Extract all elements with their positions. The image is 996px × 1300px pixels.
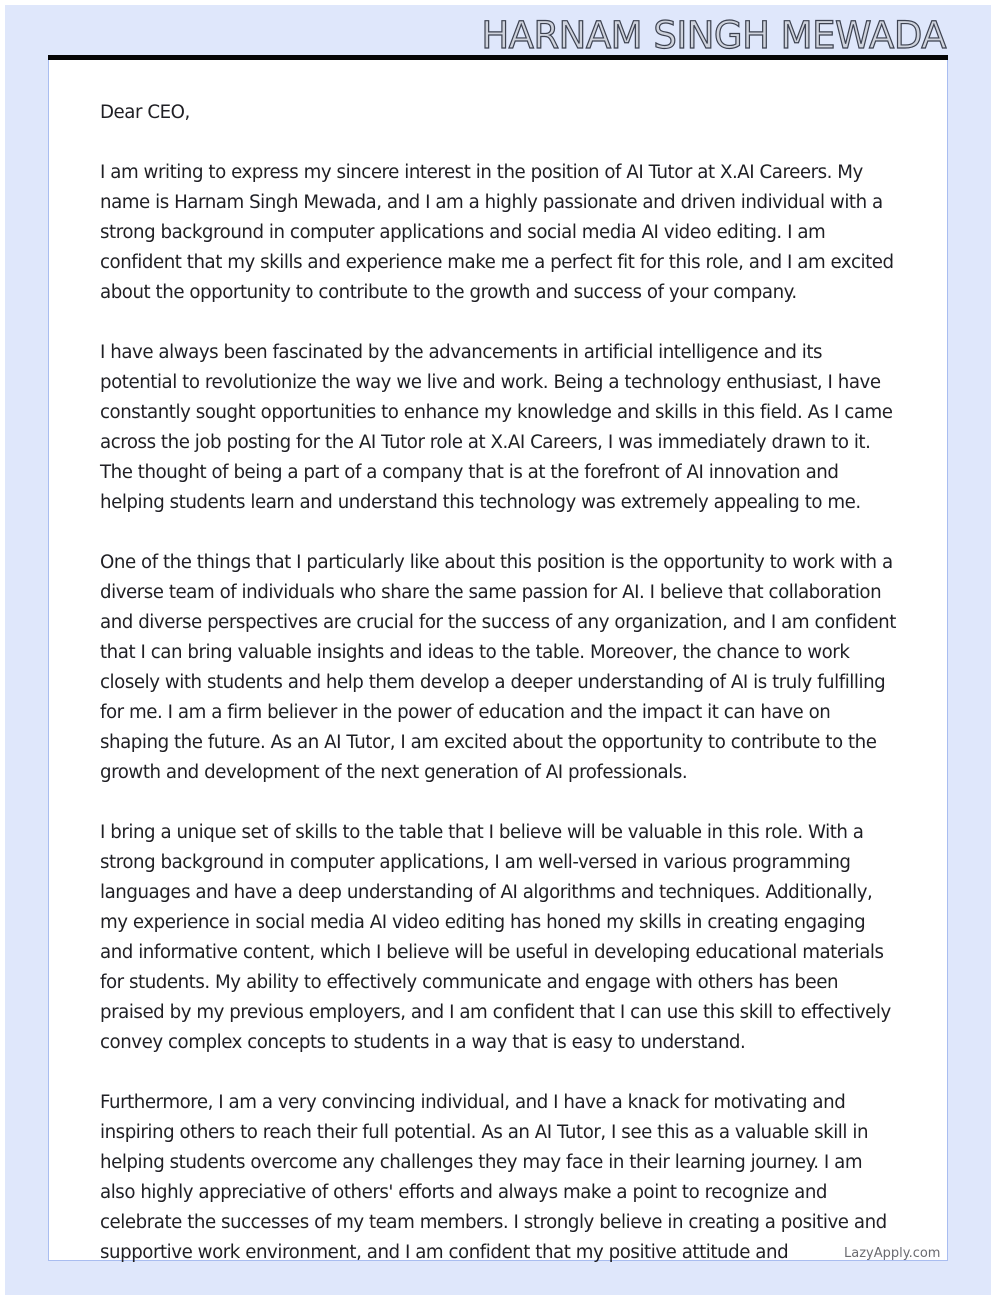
salutation: Dear CEO, (100, 102, 190, 123)
paragraph-2: I have always been fascinated by the advancements in artificial intelligence and its potential to revolutionize the way we live and work. Being a technology enthusiast, I have constantly sought opportunities to enhance my knowledge and skills in this field. As I came across the job posting for the AI Tutor role at X.AI Careers, I was immediately drawn to it. The thought of being a part of a company that is at the forefront of AI innovation and helping students learn and understand this technology was extremely appealing to me. (100, 342, 893, 513)
letter-body (100, 98, 900, 1298)
paragraph-3: One of the things that I particularly like about this position is the opportunity to work with a diverse team of individuals who share the same passion for AI. I believe that collaboration and diverse perspectives are crucial for the success of any organization, and I am confident that I can bring valuable insights and ideas to the table. Moreover, the chance to work closely with students and help them develop a deeper understanding of AI is truly fulfilling for me. I am a firm believer in the power of education and the impact it can have on shaping the future. As an AI Tutor, I am excited about the opportunity to contribute to the growth and development of the next generation of AI professionals. (100, 552, 896, 783)
paragraph-5: Furthermore, I am a very convincing individual, and I have a knack for motivating and inspiring others to reach their full potential. As an AI Tutor, I see this as a valuable skill in helping students overcome any challenges they may face in their learning journey. I am also highly appreciative of others' efforts and always make a point to recognize and celebrate the successes of my team members. I strongly believe in creating a positive and supportive work environment, and I am confident that my positive attitude and (100, 1092, 887, 1263)
paragraph-1: I am writing to express my sincere interest in the position of AI Tutor at X.AI Careers. My name is Harnam Singh Mewada, and I am a highly passionate and driven individual with a strong background in computer applications and social media AI video editing. I am confident that my skills and experience make me a perfect fit for this role, and I am excited about the opportunity to contribute to the growth and success of your company. (100, 162, 894, 303)
paragraph-4: I bring a unique set of skills to the table that I believe will be valuable in this role. With a strong background in computer applications, I am well-versed in various programming languages and have a deep understanding of AI algorithms and techniques. Additionally, my experience in social media AI video editing has honed my skills in creating engaging and informative content, which I believe will be useful in developing educational materials for students. My ability to effectively communicate and engage with others has been praised by my previous employers, and I am confident that I can use this skill to effectively convey complex concepts to students in a way that is easy to understand. (100, 822, 891, 1053)
applicant-name: HARNAM SINGH MEWADA (481, 14, 946, 57)
watermark: LazyApply.com (844, 1246, 941, 1261)
